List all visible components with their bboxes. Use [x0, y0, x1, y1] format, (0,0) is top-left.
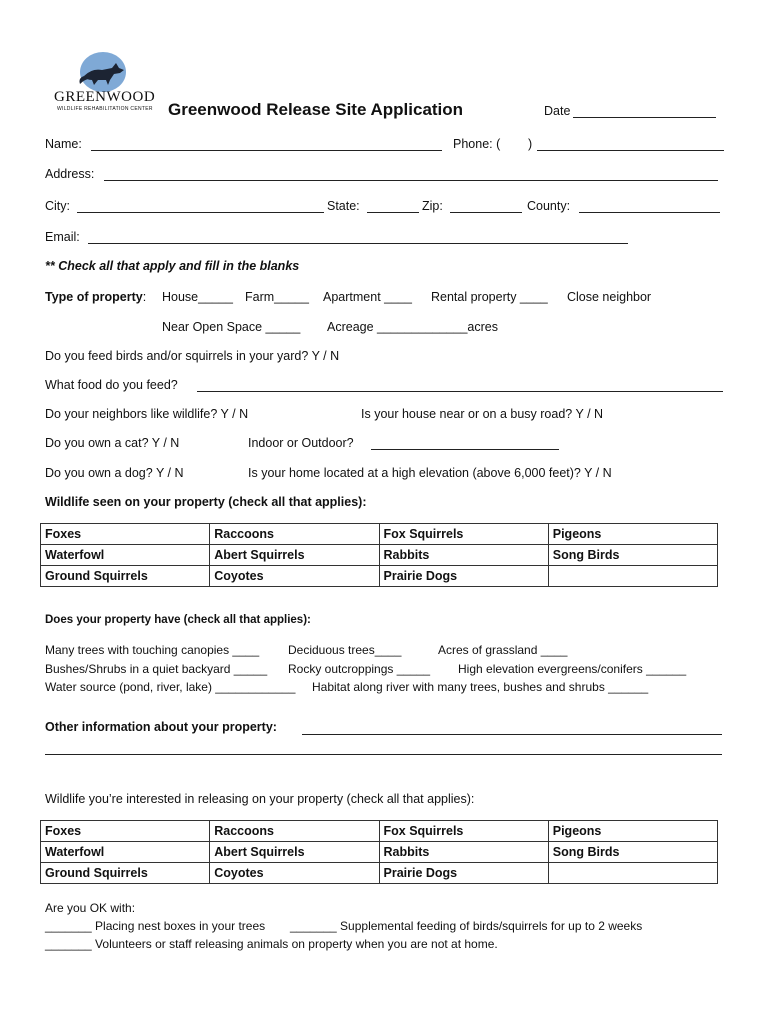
address-field[interactable] — [104, 180, 718, 181]
table-row — [41, 545, 718, 566]
ok-with-label: Are you OK with: — [45, 901, 136, 915]
form-title: Greenwood Release Site Application — [168, 100, 464, 119]
indoor-outdoor-field[interactable] — [371, 449, 559, 450]
logo-name: GREENWOOD — [54, 89, 156, 105]
question-indoor-outdoor: Indoor or Outdoor? — [248, 436, 354, 450]
wildlife-release-heading: Wildlife you’re interested in releasing on your property (check all that applies): — [45, 792, 475, 806]
state-label: State: — [327, 199, 360, 213]
question-neighbors-wildlife: Do your neighbors like wildlife? Y / N — [45, 407, 249, 421]
feature-trees-canopies[interactable]: Many trees with touching canopies ____ — [45, 643, 260, 657]
checkbox-cell[interactable]: Raccoons — [210, 524, 379, 545]
ok-volunteers-releasing[interactable]: _______ Volunteers or staff releasing animals on property when you are not at home. — [45, 937, 498, 951]
zip-field[interactable] — [450, 212, 522, 213]
checkbox-cell[interactable] — [548, 863, 717, 884]
name-field[interactable] — [91, 150, 442, 151]
wildlife-seen-heading: Wildlife seen on your property (check all that applies): — [45, 495, 367, 509]
checkbox-cell[interactable]: Ground Squirrels — [41, 566, 210, 587]
other-info-label: Other information about your property: — [45, 720, 277, 734]
checkbox-cell[interactable]: Waterfowl — [41, 545, 210, 566]
fox-icon — [78, 58, 130, 88]
feature-acres-grassland[interactable]: Acres of grassland ____ — [438, 643, 568, 657]
option-close-neighbor[interactable]: Close neighbor — [567, 290, 652, 304]
checkbox-cell[interactable]: Ground Squirrels — [41, 863, 210, 884]
other-info-field-line2[interactable] — [45, 754, 722, 755]
ok-nest-boxes[interactable]: _______ Placing nest boxes in your trees — [45, 919, 266, 933]
wildlife-release-table — [40, 820, 718, 884]
property-type-row — [45, 290, 146, 304]
address-label: Address: — [45, 167, 95, 181]
instruction-note: ** Check all that apply and fill in the blanks — [45, 259, 300, 273]
checkbox-cell[interactable]: Rabbits — [379, 842, 548, 863]
question-high-elevation: Is your home located at a high elevation (above 6,000 feet)? Y / N — [248, 466, 612, 480]
phone-field[interactable] — [537, 150, 724, 151]
checkbox-cell[interactable]: Prairie Dogs — [379, 566, 548, 587]
option-house[interactable]: House_____ — [162, 290, 233, 304]
option-farm[interactable]: Farm_____ — [245, 290, 309, 304]
checkbox-cell[interactable]: Rabbits — [379, 545, 548, 566]
checkbox-cell[interactable]: Abert Squirrels — [210, 545, 379, 566]
property-features-heading: Does your property have (check all that applies): — [45, 614, 311, 626]
email-label: Email: — [45, 230, 80, 244]
option-near-open-space[interactable]: Near Open Space _____ — [162, 320, 301, 334]
checkbox-cell[interactable]: Fox Squirrels — [379, 821, 548, 842]
date-field[interactable] — [573, 117, 716, 118]
checkbox-cell[interactable] — [548, 566, 717, 587]
question-own-dog: Do you own a dog? Y / N — [45, 466, 184, 480]
checkbox-cell[interactable]: Foxes — [41, 821, 210, 842]
question-what-food: What food do you feed? — [45, 378, 178, 392]
checkbox-cell[interactable]: Coyotes — [210, 863, 379, 884]
county-field[interactable] — [579, 212, 720, 213]
date-label: Date — [544, 104, 571, 118]
table-row — [41, 566, 718, 587]
property-type-colon: : — [142, 290, 147, 304]
phone-label: Phone: ( — [453, 137, 501, 151]
feature-rocky-outcroppings[interactable]: Rocky outcroppings _____ — [288, 662, 431, 676]
option-rental-property[interactable]: Rental property ____ — [431, 290, 548, 304]
ok-supplemental-feeding[interactable]: _______ Supplemental feeding of birds/squirrels for up to 2 weeks — [290, 919, 643, 933]
checkbox-cell[interactable]: Pigeons — [548, 821, 717, 842]
feature-water-source[interactable]: Water source (pond, river, lake) ____________ — [45, 680, 296, 694]
feature-bushes-shrubs[interactable]: Bushes/Shrubs in a quiet backyard _____ — [45, 662, 268, 676]
name-label: Name: — [45, 137, 82, 151]
question-own-cat: Do you own a cat? Y / N — [45, 436, 180, 450]
question-feed-birds: Do you feed birds and/or squirrels in your yard? Y / N — [45, 349, 340, 363]
checkbox-cell[interactable]: Fox Squirrels — [379, 524, 548, 545]
what-food-field[interactable] — [197, 391, 723, 392]
city-label: City: — [45, 199, 70, 213]
checkbox-cell[interactable]: Raccoons — [210, 821, 379, 842]
zip-label: Zip: — [422, 199, 443, 213]
question-busy-road: Is your house near or on a busy road? Y / N — [361, 407, 604, 421]
county-label: County: — [527, 199, 571, 213]
logo-subtitle: WILDLIFE REHABILITATION CENTER — [57, 106, 153, 112]
acreage-field[interactable]: Acreage _____________acres — [327, 320, 498, 334]
table-row — [41, 842, 718, 863]
email-field[interactable] — [88, 243, 628, 244]
table-row — [41, 863, 718, 884]
checkbox-cell[interactable]: Song Birds — [548, 842, 717, 863]
city-field[interactable] — [77, 212, 324, 213]
wildlife-seen-table — [40, 523, 718, 587]
option-apartment[interactable]: Apartment ____ — [323, 290, 412, 304]
checkbox-cell[interactable]: Song Birds — [548, 545, 717, 566]
other-info-field-line1[interactable] — [302, 734, 722, 735]
feature-deciduous-trees[interactable]: Deciduous trees____ — [288, 643, 402, 657]
checkbox-cell[interactable]: Coyotes — [210, 566, 379, 587]
property-type-label: Type of property — [45, 290, 143, 304]
checkbox-cell[interactable]: Foxes — [41, 524, 210, 545]
feature-river-habitat[interactable]: Habitat along river with many trees, bushes and shrubs ______ — [312, 680, 649, 694]
checkbox-cell[interactable]: Pigeons — [548, 524, 717, 545]
table-row — [41, 821, 718, 842]
state-field[interactable] — [367, 212, 419, 213]
checkbox-cell[interactable]: Abert Squirrels — [210, 842, 379, 863]
phone-close-paren: ) — [528, 137, 533, 151]
checkbox-cell[interactable]: Prairie Dogs — [379, 863, 548, 884]
table-row — [41, 524, 718, 545]
checkbox-cell[interactable]: Waterfowl — [41, 842, 210, 863]
feature-high-elevation-evergreens[interactable]: High elevation evergreens/conifers ______ — [458, 662, 687, 676]
